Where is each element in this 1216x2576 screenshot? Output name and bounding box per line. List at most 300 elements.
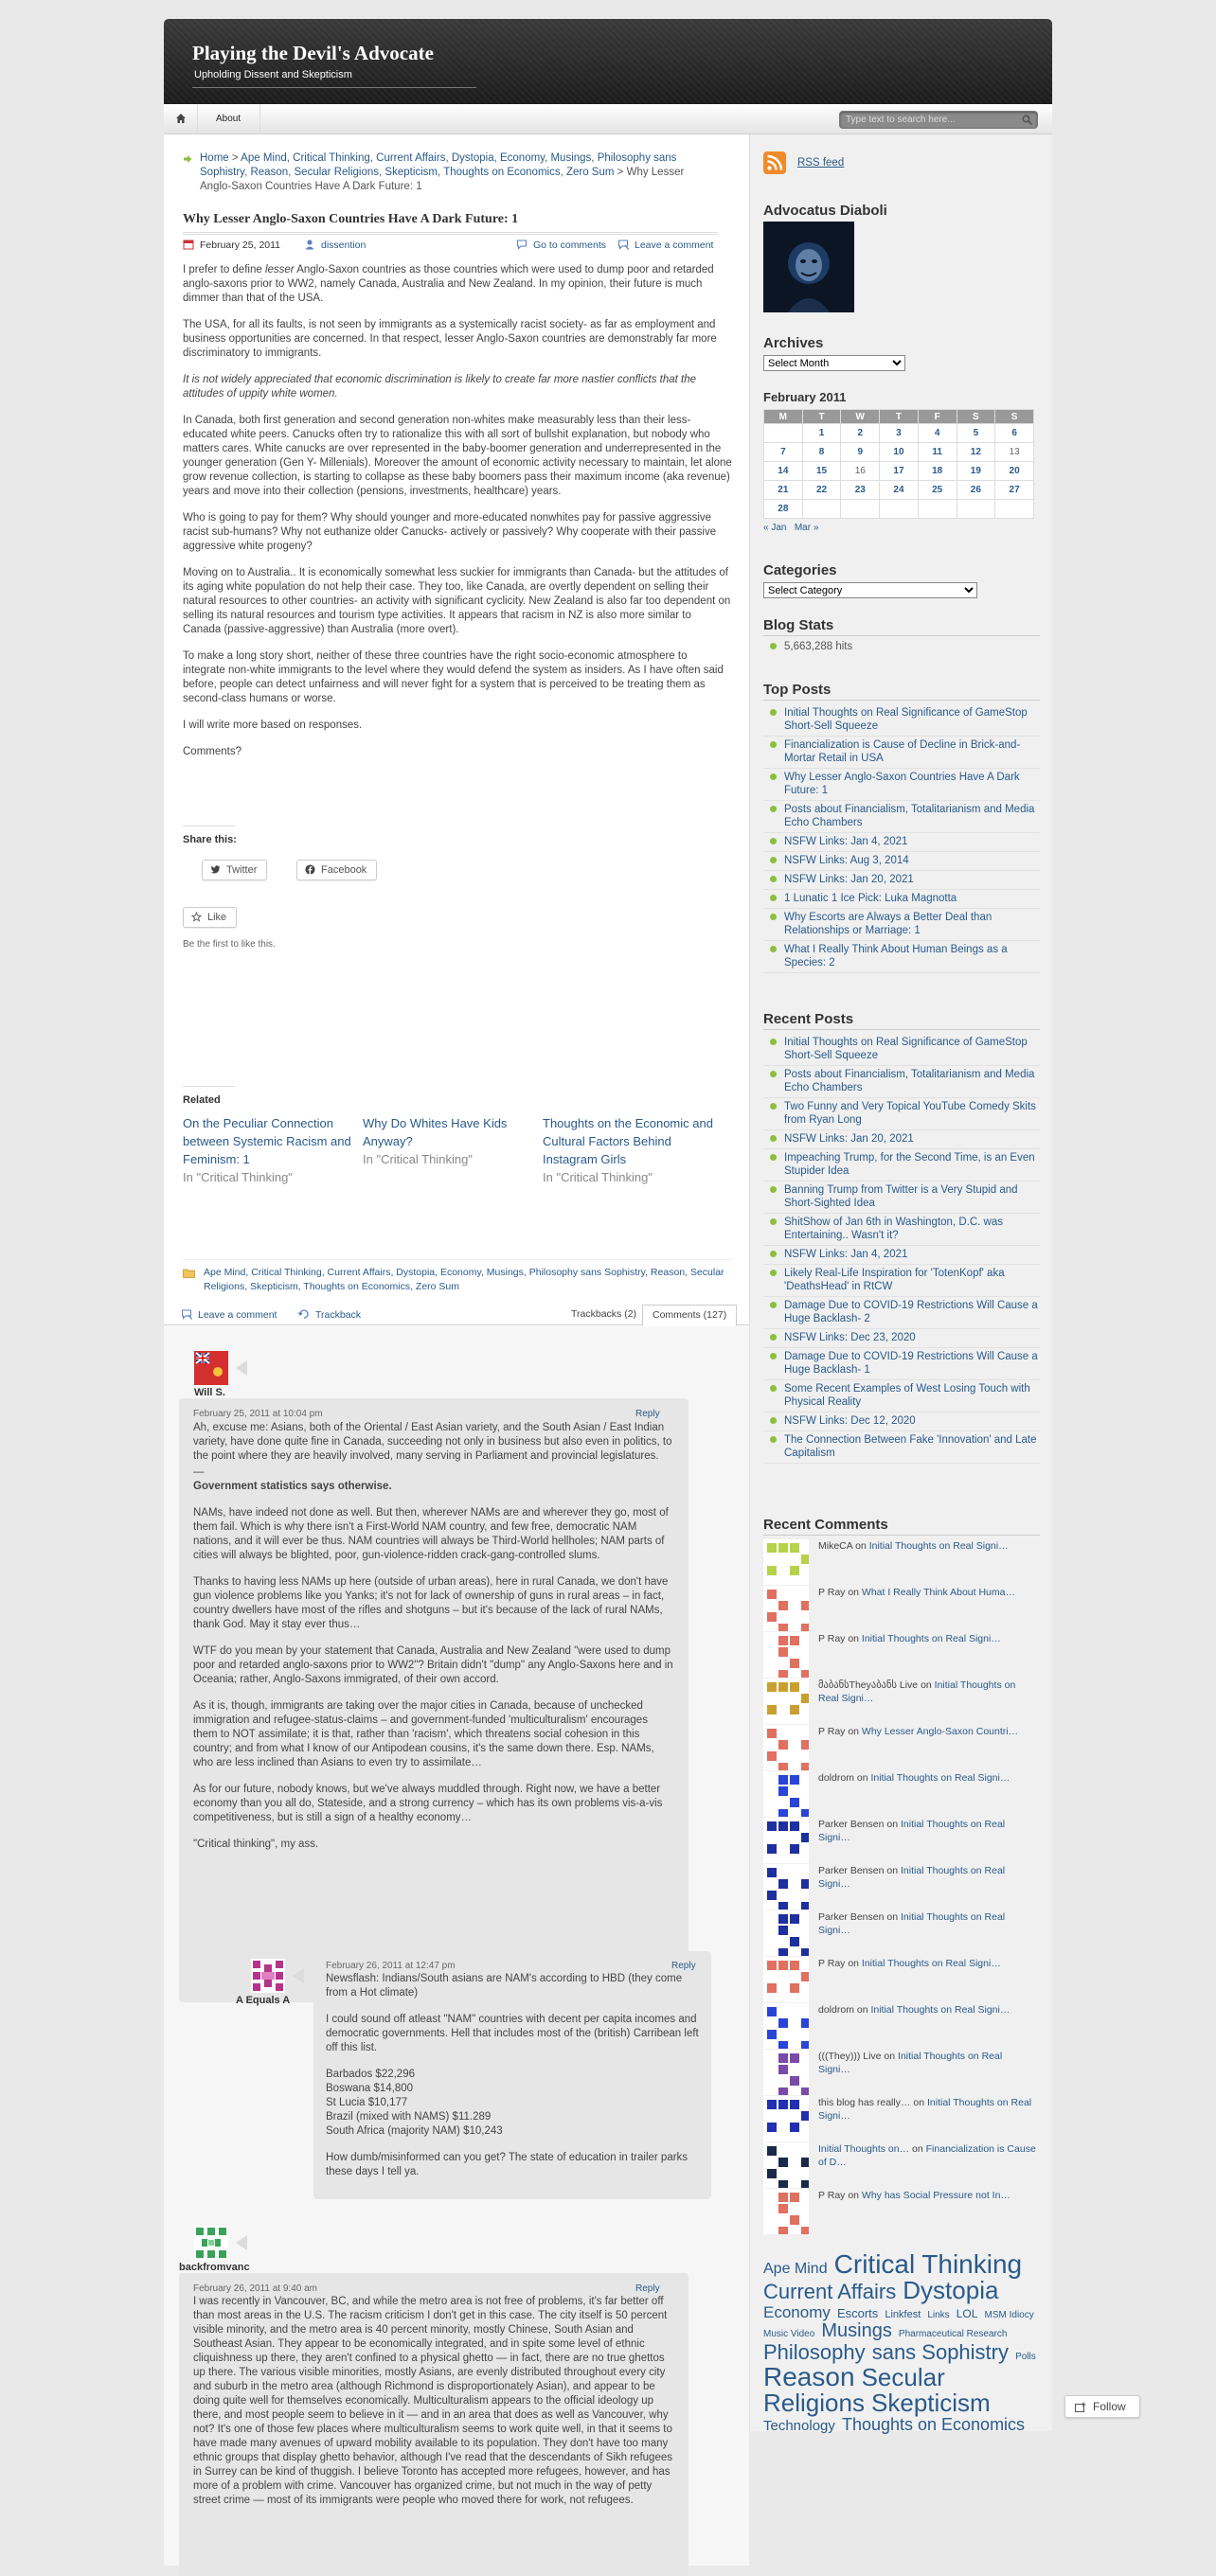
comment-list [326, 2068, 705, 2139]
avatar[interactable] [763, 1586, 809, 1631]
tag-cloud-item[interactable]: Religions [763, 2389, 865, 2418]
related-item [543, 1114, 713, 1186]
tag-cloud-item[interactable]: Dystopia [903, 2276, 999, 2305]
top-post-item[interactable] [763, 771, 1040, 801]
top-post-item[interactable] [763, 835, 1040, 852]
recent-comment-post[interactable]: Initial Thoughts on Real Signi… [818, 1865, 1006, 1890]
search-icon[interactable] [1022, 115, 1032, 125]
calendar-table [763, 409, 1034, 519]
recent-post-item[interactable] [763, 1100, 1040, 1130]
comment-paragraph: As it is, though, immigrants are taking over the major cities in Canada, because of unchecked immigration and refugee-status-claims – and government-funded 'multiculturalism' encourages them to NOT assimilate; it is that, rather than 'racism', which threatens social cohesion in this country; and from what I know of our Antipodean cousins, it's the same down there. Esp. NAMs, who are less inclined than Asians to even try to assimilate… [193, 1700, 654, 1768]
breadcrumb-category[interactable]: Zero Sum [565, 167, 615, 178]
tag-cloud-item[interactable]: Links [927, 2309, 950, 2320]
tag-cloud-item[interactable]: Secular [861, 2362, 945, 2391]
calendar-day[interactable]: 26 [957, 481, 995, 500]
recent-comment-post[interactable]: Why Lesser Anglo-Saxon Countri… [861, 1726, 1019, 1737]
recent-comment-text [818, 2050, 1036, 2076]
comment-author[interactable]: A Equals A [236, 1995, 291, 2006]
calendar-day[interactable]: 17 [880, 462, 919, 481]
tag-cloud-item[interactable]: Musings [821, 2319, 892, 2341]
top-post-item[interactable] [763, 706, 1040, 737]
top-post-item[interactable] [763, 738, 1040, 769]
tag-cloud-item[interactable]: Critical [833, 2249, 916, 2279]
avatar[interactable] [763, 1818, 809, 1863]
recent-post-item-label[interactable]: ShitShow of Jan 6th in Washington, D.C. was Entertaining.. Wasn't it? [784, 1217, 1003, 1241]
goto-comments-text: Go to comments [533, 240, 607, 251]
breadcrumb-category[interactable]: Skepticism [384, 167, 438, 178]
calendar-day[interactable]: 8 [802, 443, 841, 462]
breadcrumb-category[interactable]: Critical Thinking [293, 152, 370, 164]
recent-comment-text [818, 1679, 1036, 1705]
comment-list-item: Boswana $14,800 [326, 2083, 414, 2094]
recent-post-item[interactable] [763, 1248, 1040, 1265]
calendar-day[interactable]: 3 [880, 424, 919, 443]
calendar-day[interactable]: 24 [880, 481, 919, 500]
breadcrumb-current: Why Lesser Anglo-Saxon Countries Have A Dark Future: 1 [200, 167, 685, 192]
recent-comment-item [763, 1586, 1040, 1631]
recent-comment-author[interactable]: MikeCA [818, 1540, 853, 1552]
recent-post-item-label[interactable]: Damage Due to COVID-19 Restrictions Will Cause a Huge Backlash- 1 [784, 1351, 1038, 1376]
recent-post-item[interactable] [763, 1267, 1040, 1297]
top-post-item[interactable] [763, 854, 1040, 871]
bullet-icon [770, 1385, 777, 1392]
recent-comment-text [818, 1632, 1036, 1645]
recent-comment-item [763, 2096, 1040, 2141]
breadcrumb-home[interactable]: Home [200, 152, 229, 164]
top-post-item[interactable] [763, 943, 1040, 973]
advocatus-widget [763, 203, 1040, 221]
bullet-icon [770, 1186, 777, 1193]
recent-comment-post[interactable]: Initial Thoughts on Real Signi… [818, 2097, 1032, 2122]
top-post-item-label[interactable]: NSFW Links: Jan 20, 2021 [784, 874, 914, 885]
comment-author[interactable]: Will S. [194, 1387, 225, 1398]
recent-posts-widget [763, 1011, 1040, 1466]
trackback-text: Trackback [315, 1309, 362, 1321]
recent-comment-author[interactable]: P Ray [818, 1958, 846, 1969]
site-title[interactable]: Playing the Devil's Advocate [192, 42, 434, 64]
post-meta [183, 239, 718, 254]
share-heading: Share this: [183, 834, 237, 845]
breadcrumb-category[interactable]: Economy [499, 152, 545, 164]
top-posts-heading: Top Posts [763, 682, 1040, 701]
advocatus-image[interactable] [763, 222, 854, 312]
calendar-day-header: S [995, 410, 1034, 424]
recent-post-item-label[interactable]: Some Recent Examples of West Losing Touch with Physical Reality [784, 1383, 1030, 1408]
sidebar [749, 134, 1052, 2435]
avatar[interactable] [251, 1959, 285, 1993]
leave-comment-bottom-text: Leave a comment [198, 1309, 277, 1321]
breadcrumb-category[interactable]: Reason [250, 167, 289, 178]
top-post-item-label[interactable]: What I Really Think About Human Beings as a Species: 2 [784, 944, 1008, 968]
calendar-header-row [764, 410, 1034, 424]
avatar[interactable] [763, 1679, 809, 1724]
bullet-icon [770, 773, 777, 780]
tab-trackbacks[interactable]: Trackbacks (2) [571, 1308, 637, 1320]
comment-paragraph: Thanks to having less NAMs up here (outside of urban areas), here in rural Canada, we don't have gun violence problems like you Yanks; it's not for lack of ownership of guns in rural areas – in fact, country dwellers have most of the rifles and shotguns – but it's because of the lack of rural NAMs, thank God. May it stay ever thus… [193, 1576, 669, 1630]
top-post-item-label[interactable]: NSFW Links: Aug 3, 2014 [784, 855, 909, 866]
calendar-day[interactable]: 18 [918, 462, 957, 481]
recent-comment-item [763, 1771, 1040, 1817]
comment-paragraph: As for our future, nobody knows, but we've always muddled through. Right now, we have a better economy than you all do, Stateside, and a strong currency – which has its own problems vis-a-vis competitiveness, but is still a sign of a healthy economy… [193, 1784, 663, 1823]
recent-post-item[interactable] [763, 1382, 1040, 1412]
breadcrumb-category[interactable]: Dystopia [451, 152, 494, 164]
top-post-item[interactable] [763, 892, 1040, 909]
avatar[interactable] [763, 1725, 809, 1770]
trackback-link[interactable] [298, 1308, 361, 1321]
rss-icon[interactable] [763, 151, 786, 174]
recent-post-item[interactable] [763, 1183, 1040, 1214]
comment-paragraph: NAMs, have indeed not done as well. But then, wherever NAMs are and wherever they go, most of them fail. Which is why there isn't a First-World NAM country, and few free, democratic NAM nations, and it will ever be thus. NAM countries will always be Third-World hellholes; NAM parts of cities will always be blighted, poor, gun-violence-ridden crack-gang-controlled slums. [193, 1507, 669, 1561]
bullet-icon [770, 946, 777, 952]
tag-cloud-item[interactable]: Linkfest [885, 2308, 921, 2320]
recent-comment-post[interactable]: Initial Thoughts on Real Signi… [868, 1540, 1009, 1552]
recent-post-item-label[interactable]: Two Funny and Very Topical YouTube Comedy Skits from Ryan Long [784, 1101, 1036, 1126]
bullet-icon [770, 1071, 777, 1077]
recent-post-item-label[interactable]: NSFW Links: Dec 23, 2020 [784, 1332, 916, 1343]
recent-post-item[interactable] [763, 1331, 1040, 1348]
calendar-prev-link[interactable]: « Jan [763, 523, 787, 533]
recent-comment-text [818, 1864, 1036, 1891]
search-input[interactable] [844, 113, 1014, 127]
recent-comment-post[interactable]: Initial Thoughts on Real Signi… [870, 1772, 1010, 1784]
avatar[interactable] [194, 2226, 228, 2260]
top-post-item[interactable] [763, 911, 1040, 941]
recent-comment-author[interactable]: Parker Bensen [818, 1819, 885, 1830]
follow-icon [1075, 2402, 1086, 2412]
share-facebook-button[interactable] [296, 860, 377, 880]
tab-comments[interactable]: Comments (127) [642, 1305, 737, 1326]
recent-comment-item [763, 1632, 1040, 1678]
leave-comment-link[interactable] [617, 239, 713, 252]
recent-comment-post[interactable]: Initial Thoughts on Real Signi… [861, 1633, 1001, 1644]
nav-about-tab[interactable]: About [199, 104, 260, 134]
reply-link[interactable]: Reply [635, 2283, 660, 2294]
archives-select[interactable] [763, 355, 905, 371]
recent-post-item-label[interactable]: Posts about Financialism, Totalitarianism and Media Echo Chambers [784, 1069, 1035, 1093]
tag-cloud-item[interactable]: Ape Mind [763, 2261, 828, 2277]
avatar[interactable] [763, 2189, 809, 2234]
top-post-item[interactable] [763, 873, 1040, 890]
recent-comment-item [763, 1957, 1040, 2002]
recent-comment-author[interactable]: Parker Bensen [818, 1865, 885, 1876]
bullet-icon [770, 1218, 777, 1225]
header-rule [192, 87, 476, 88]
reply-link[interactable]: Reply [635, 1409, 660, 1419]
recent-comment-author[interactable]: Parker Bensen [818, 1911, 885, 1923]
recent-post-item-label[interactable]: Damage Due to COVID-19 Restrictions Will Cause a Huge Backlash- 2 [784, 1300, 1038, 1324]
tag-cloud-item[interactable]: Pharmaceutical Research [898, 2328, 1008, 2339]
recent-comment-post[interactable]: Initial Thoughts on Real Signi… [861, 1958, 1001, 1969]
recent-comment-author[interactable]: (((They))) Live [818, 2051, 882, 2062]
calendar-day[interactable]: 23 [841, 481, 880, 500]
calendar-day[interactable]: 19 [957, 462, 995, 481]
tag-cloud-item[interactable]: Current Affairs [763, 2280, 897, 2304]
recent-post-item[interactable] [763, 1350, 1040, 1380]
calendar-day[interactable]: 5 [957, 424, 995, 443]
share-facebook-label: Facebook [321, 864, 367, 876]
tag-cloud-item[interactable]: Thoughts on Economics [841, 2415, 1026, 2435]
recent-comment-post[interactable]: Initial Thoughts on Real Signi… [870, 2004, 1010, 2016]
calendar-day[interactable]: 21 [764, 481, 803, 500]
tag-cloud-item[interactable]: Philosophy [763, 2339, 866, 2364]
post-paragraph: Moving on to Australia.. It is economically somewhat less suckier for immigrants than Canada- but the attitudes of its aging white population do not help their case. They too, like Canada, are overtly dependent on selling their natural resources to other countries- an activity with significant cyclicity. New Zealand is also far too dependent on selling its natural resources and tourism type activities. It appears that racism in NZ is also more similar to Canada (passive-aggressive) than Australia (more overt). [183, 567, 731, 635]
tag-cloud-item[interactable]: Skepticism [871, 2389, 991, 2418]
calendar-day[interactable]: 20 [995, 462, 1034, 481]
recent-comment-text [818, 1910, 1036, 1937]
like-button[interactable] [183, 907, 237, 928]
comment-date[interactable]: February 26, 2011 at 12:47 pm [326, 1961, 456, 1971]
goto-comments-link[interactable] [516, 239, 606, 252]
recent-comment-on: on [884, 1911, 901, 1923]
tag-cloud-item[interactable]: Technology [763, 2418, 835, 2435]
calendar-day[interactable]: 4 [918, 424, 957, 443]
bullet-icon [770, 1334, 777, 1341]
calendar-day[interactable]: 7 [764, 443, 803, 462]
calendar-day[interactable]: 10 [880, 443, 919, 462]
related-separator [183, 1086, 235, 1087]
calendar-day-header: T [880, 410, 919, 424]
related-item [363, 1114, 533, 1168]
calendar-day[interactable]: 1 [802, 424, 841, 443]
recent-comment-post[interactable]: What I Really Think About Huma… [861, 1587, 1015, 1598]
avatar[interactable] [763, 2050, 809, 2095]
top-post-item-label[interactable]: Why Lesser Anglo-Saxon Countries Have A Dark Future: 1 [784, 772, 1020, 796]
comment-list-item: Barbados $22,296 [326, 2069, 415, 2080]
tag-cloud-item[interactable]: Escorts [836, 2305, 879, 2320]
comment-paragraph: I was recently in Vancouver, BC, and while the metro area is not free of problems, it's far better off than most areas in the U.S. The racism criticism I don't get in this case. The city itself is 50 percent visible minority, and the metro area is 40 percent minority, mostly Chinese, South Asian and Southeast Asian. They appear to be economically integrated, and in spite some level of ethnic cliquishness up there, they aren't confined to a physical ghetto — in fact, there are no true ghettos up there. The various visible minorities, mostly Asians, are evenly distributed throughout every city and suburb in the metro area (although Richmond is disproportionately Asian), and appear to be doing quite well for themselves economically. Multiculturalism appears to the official ideology up there, and most people seem to believe in it — and in an area that does as well as Vancouver, why not? It's one of those few places where multiculturalism seems to work quite well, in that it seems to have made many avenues of upward mobility available to its population. They don't have too many ethnic groups that display ghetto behavior, although I've read that the descendants of Sikh refugees in Surrey can be kind of thuggish. I believe Toronto has accepted more refugees, however, and has more of a problem with crime. Vancouver has organized crime, but not much in the way of petty street crime — most of its immigrants were people who moved there for work, not refugees. [193, 2296, 672, 2506]
recent-post-item-label[interactable]: Likely Real-Life Inspiration for 'TotenKopf' aka 'DeathsHead' in RtCW [784, 1268, 1005, 1292]
recent-comment-author[interactable]: მაბანსTheyაბანს Live [818, 1679, 919, 1691]
comment-paragraph: WTF do you mean by your statement that Canada, Australia and New Zealand "were used to dump poor and retarded anglo-saxons prior to WW2"? Britain didn't "dump" any Anglo-Saxons here and in Oceania; rather, Anglo-Saxons immigrated, of their own accord. [193, 1645, 673, 1685]
calendar-day[interactable]: 11 [918, 443, 957, 462]
recent-comment-item [763, 1725, 1040, 1770]
calendar-icon [183, 239, 194, 250]
avatar[interactable] [763, 1864, 809, 1910]
calendar-day[interactable]: 25 [918, 481, 957, 500]
tag-cloud-item[interactable]: MSM Idiocy [984, 2309, 1034, 2320]
tag-cloud-item[interactable]: Music Video [763, 2328, 815, 2339]
calendar-day-header: M [764, 410, 803, 424]
tag-cloud-item[interactable]: Economy [763, 2302, 831, 2321]
recent-comment-post[interactable]: Initial Thoughts on Real Signi… [818, 1911, 1006, 1936]
comment-author[interactable]: backfromvanc [179, 2262, 250, 2273]
recent-post-item[interactable] [763, 1433, 1040, 1464]
recent-comment-text [818, 2096, 1036, 2123]
recent-comment-on: on [884, 1865, 901, 1876]
breadcrumb-category[interactable]: Current Affairs [376, 152, 446, 164]
calendar-day[interactable]: 15 [802, 462, 841, 481]
recent-comment-post[interactable]: Initial Thoughts on Real Signi… [818, 1819, 1006, 1843]
breadcrumb-text [200, 151, 718, 194]
nav-home-tab[interactable] [164, 104, 198, 134]
recent-post-item-label[interactable]: Initial Thoughts on Real Significance of GameStop Short-Sell Squeeze [784, 1037, 1028, 1061]
calendar-day[interactable]: 28 [764, 500, 803, 519]
recent-posts-heading: Recent Posts [763, 1011, 1040, 1030]
tag-cloud-item[interactable]: Reason [763, 2361, 855, 2391]
top-posts-widget [763, 682, 1040, 975]
recent-post-item-label[interactable]: Impeaching Trump, for the Second Time, is an Even Stupider Idea [784, 1152, 1035, 1177]
comment-date[interactable]: February 25, 2011 at 10:04 pm [193, 1409, 323, 1419]
recent-post-item[interactable] [763, 1299, 1040, 1329]
recent-post-item[interactable] [763, 1068, 1040, 1098]
calendar-day[interactable]: 27 [995, 481, 1034, 500]
recent-comment-item [763, 1864, 1040, 1910]
avatar[interactable] [763, 1632, 809, 1678]
recent-post-item-label[interactable]: NSFW Links: Dec 12, 2020 [784, 1415, 916, 1427]
recent-post-item-label[interactable]: NSFW Links: Jan 4, 2021 [784, 1249, 908, 1260]
breadcrumb-category[interactable]: Ape Mind [241, 152, 287, 164]
recent-post-item-label[interactable]: NSFW Links: Jan 20, 2021 [784, 1133, 914, 1145]
tag-cloud-item[interactable]: Thinking [921, 2249, 1023, 2279]
comment-body [193, 1421, 674, 1864]
tag-cloud-item[interactable]: sans Sophistry [871, 2339, 1009, 2364]
calendar-day[interactable]: 22 [802, 481, 841, 500]
post-body [183, 263, 732, 772]
avatar[interactable] [763, 1771, 809, 1817]
recent-comment-author[interactable]: P Ray [818, 1633, 846, 1644]
recent-comment-post[interactable]: Financialization is Cause of D… [818, 2143, 1036, 2168]
recent-comment-on: on [845, 1726, 862, 1737]
avatar[interactable] [763, 2142, 809, 2188]
bullet-icon [770, 1417, 777, 1424]
like-label: Like [207, 912, 227, 923]
recent-post-item[interactable] [763, 1036, 1040, 1066]
recent-comment-author[interactable]: P Ray [818, 1587, 846, 1598]
comment-add-icon [181, 1308, 192, 1320]
share-twitter-button[interactable] [202, 860, 267, 880]
recent-comment-post[interactable]: Initial Thoughts on Real Signi… [818, 2051, 1003, 2075]
top-post-item-label[interactable]: 1 Lunatic 1 Ice Pick: Luka Magnotta [784, 893, 957, 904]
recent-comment-post[interactable]: Why has Social Pressure not In… [861, 2190, 1010, 2201]
bullet-icon [770, 876, 777, 882]
bullet-icon [770, 1039, 777, 1045]
comment-add-icon [617, 239, 629, 250]
recent-comment-author[interactable]: P Ray [818, 1726, 846, 1737]
recent-comment-on: on [884, 1819, 901, 1830]
recent-comment-text [818, 2189, 1036, 2202]
bullet-icon [770, 741, 777, 748]
categories-heading: Categories [763, 562, 837, 578]
avatar[interactable] [763, 1539, 809, 1585]
avatar[interactable] [763, 2003, 809, 2049]
recent-comments-heading: Recent Comments [763, 1517, 1040, 1536]
comment-paragraph: I could sound off atleast "NAM" countries with decent per capita incomes and democratic governments. Hell that includes most of the (british) Carribean left off this list. [326, 2014, 699, 2053]
calendar-day [957, 500, 995, 519]
avatar[interactable] [763, 1910, 809, 1956]
recent-comment-author[interactable]: this blog has really… [818, 2097, 911, 2108]
calendar-day[interactable]: 9 [841, 443, 880, 462]
breadcrumb-category[interactable]: Secular Religions [294, 167, 380, 178]
calendar-day [918, 500, 957, 519]
comments-list [164, 1326, 749, 2566]
leave-comment-bottom-link[interactable] [181, 1308, 277, 1321]
recent-comment-text [818, 1957, 1036, 1970]
top-post-item-label[interactable]: NSFW Links: Jan 4, 2021 [784, 836, 908, 847]
avatar[interactable] [763, 1957, 809, 2002]
top-post-item-label[interactable]: Posts about Financialism, Totalitarianism and Media Echo Chambers [784, 804, 1035, 828]
post-author[interactable] [304, 239, 366, 252]
comment-paragraph: How dumb/misinformed can you get? The state of education in trailer parks these days I tell ya. [326, 2152, 688, 2177]
calendar-day-header: F [918, 410, 957, 424]
avatar[interactable] [194, 1351, 228, 1385]
reply-link[interactable]: Reply [671, 1961, 696, 1971]
breadcrumb-categories: Ape Mind, Critical Thinking, Current Affairs, Dystopia, Economy, Musings, Philosophy sans Sophistry, Reason, Secular Religions, Skepticism, Thoughts on Economics, Zero Sum [200, 152, 677, 178]
comment-paragraph: Newsflash: Indians/South asians are NAM's according to HBD (they come from a Hot climate) [326, 1973, 683, 1999]
share-twitter-label: Twitter [226, 864, 258, 876]
recent-comment-author[interactable]: doldrom [818, 1772, 854, 1784]
recent-post-item[interactable] [763, 1216, 1040, 1246]
recent-comment-text [818, 1771, 1036, 1785]
comment-date[interactable]: February 26, 2011 at 9:40 am [193, 2283, 318, 2294]
recent-comments-list [763, 1539, 1040, 2230]
categories-select[interactable] [763, 582, 977, 598]
breadcrumb-category[interactable]: Musings [550, 152, 592, 164]
bullet-icon [770, 1154, 777, 1161]
post-tags-list[interactable]: Ape Mind, Critical Thinking, Current Affairs, Dystopia, Economy, Musings, Philosophy sans Sophistry, Reason, Secular Religions, Skepticism, Thoughts on Economics, Zero Sum [204, 1267, 724, 1292]
facebook-icon [305, 864, 315, 875]
recent-post-item[interactable] [763, 1132, 1040, 1149]
rss-feed-link[interactable]: RSS feed [797, 157, 845, 169]
breadcrumb-category[interactable]: Thoughts on Economics [443, 167, 561, 178]
related-item-title[interactable]: On the Peculiar Connection between Systemic Racism and Feminism: 1 [183, 1116, 351, 1166]
recent-comment-item [763, 2189, 1040, 2234]
recent-post-item-label[interactable]: The Connection Between Fake 'Innovation' and Late Capitalism [784, 1434, 1037, 1459]
recent-comment-author[interactable]: Initial Thoughts on… [818, 2143, 910, 2155]
calendar-day[interactable]: 2 [841, 424, 880, 443]
tag-cloud-item[interactable]: Polls [1015, 2351, 1036, 2362]
recent-comment-author[interactable]: P Ray [818, 2190, 846, 2201]
avatar[interactable] [763, 2096, 809, 2141]
top-post-item-label[interactable]: Why Escorts are Always a Better Deal than Relationships or Marriage: 1 [784, 912, 992, 936]
recent-post-item-label[interactable]: Banning Trump from Twitter is a Very Stupid and Short-Sighted Idea [784, 1184, 1018, 1209]
tag-cloud-item[interactable]: LOL [956, 2306, 978, 2320]
calendar-day: 16 [841, 462, 880, 481]
related-section [183, 1086, 732, 1184]
calendar-day[interactable]: 12 [957, 443, 995, 462]
top-post-item-label[interactable]: Financialization is Cause of Decline in Brick-and-Mortar Retail in USA [784, 739, 1021, 764]
follow-button[interactable] [1064, 2395, 1140, 2418]
trackback-icon [298, 1308, 310, 1320]
related-item-title[interactable]: Why Do Whites Have Kids Anyway? [363, 1116, 508, 1148]
comment-list-item: St Lucia $10,177 [326, 2097, 408, 2108]
breadcrumb-sep: > [617, 167, 624, 178]
bullet-icon [770, 1353, 777, 1359]
related-item-title[interactable]: Thoughts on the Economic and Cultural Factors Behind Instagram Girls [543, 1116, 713, 1166]
breadcrumb-category[interactable]: Philosophy sans Sophistry [200, 152, 677, 178]
recent-comment-item [763, 1818, 1040, 1863]
recent-comment-on: on [853, 2004, 871, 2016]
bullet-icon [770, 709, 777, 716]
bullet-icon [770, 806, 777, 812]
recent-comment-post[interactable]: Initial Thoughts on Real Signi… [818, 1679, 1016, 1704]
calendar-next-link[interactable]: Mar » [794, 523, 819, 533]
recent-comment-on: on [845, 1633, 862, 1644]
top-post-item[interactable] [763, 803, 1040, 833]
recent-comment-author[interactable]: doldrom [818, 2004, 854, 2016]
recent-post-item[interactable] [763, 1414, 1040, 1431]
comment-notch [236, 2235, 247, 2250]
recent-post-item[interactable] [763, 1151, 1040, 1181]
folder-icon [183, 1269, 195, 1278]
calendar-day: 13 [995, 443, 1034, 462]
post-author-text: dissention [321, 240, 367, 251]
recent-comments-widget [763, 1517, 1040, 2230]
calendar-day[interactable]: 6 [995, 424, 1034, 443]
top-post-item-label[interactable]: Initial Thoughts on Real Significance of GameStop Short-Sell Squeeze [784, 707, 1028, 732]
responses-bar [164, 1303, 749, 1325]
calendar-day[interactable]: 14 [764, 462, 803, 481]
bullet-icon [770, 895, 777, 901]
